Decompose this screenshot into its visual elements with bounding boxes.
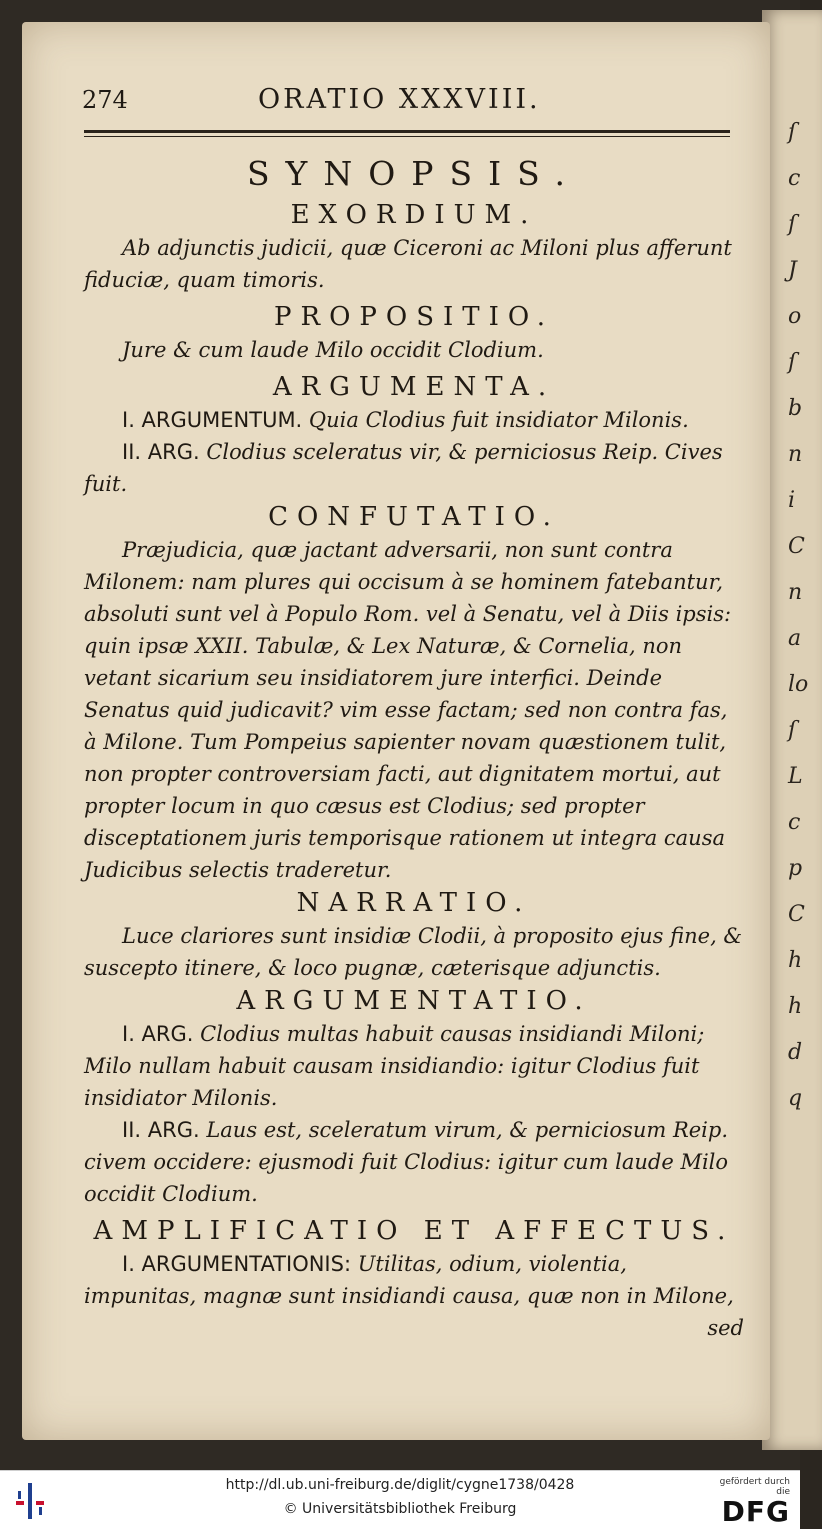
argumenta-arg2-text: Clodius sceleratus vir, & perniciosus Reip. Cives fuit. bbox=[84, 440, 723, 496]
synopsis-title: SYNOPSIS. bbox=[246, 154, 582, 193]
facing-page-letter: ſ bbox=[788, 718, 797, 743]
facing-page-letter: C bbox=[788, 534, 805, 559]
argumentatio-heading: ARGUMENTATIO. bbox=[236, 986, 592, 1016]
facing-page-letters bbox=[788, 110, 808, 1122]
amplificatio-heading: AMPLIFICATIO ET AFFECTUS. bbox=[93, 1216, 735, 1246]
argumentatio-arg2-lead: II. ARG. bbox=[122, 1118, 200, 1142]
facing-page-letter: c bbox=[788, 166, 801, 191]
page-header bbox=[82, 86, 742, 126]
propositio-text: Jure & cum laude Milo occidit Clodium. bbox=[122, 338, 544, 362]
facing-page-letter: o bbox=[788, 304, 802, 329]
header-rule-thin bbox=[84, 136, 730, 137]
argumenta-arg1-lead: I. ARGUMENTUM. bbox=[122, 408, 303, 432]
running-head: ORATIO XXXVIII. bbox=[258, 84, 541, 115]
facing-page-letter: L bbox=[788, 764, 803, 789]
viewer-footer bbox=[0, 1470, 800, 1529]
facing-page-edge bbox=[762, 10, 822, 1450]
facing-page-letter: p bbox=[788, 856, 803, 881]
facing-page-letter: i bbox=[788, 488, 796, 513]
copyright-notice: © Universitätsbibliothek Freiburg bbox=[283, 1501, 517, 1517]
facing-page-letter: a bbox=[788, 626, 802, 651]
facing-page-letter: J bbox=[788, 258, 797, 283]
argumenta-arg1 bbox=[84, 404, 744, 436]
argumentatio-arg1-lead: I. ARG. bbox=[122, 1022, 194, 1046]
argumenta-arg2-lead: II. ARG. bbox=[122, 440, 200, 464]
facing-page-letter: b bbox=[788, 396, 803, 421]
permalink-url[interactable]: http://dl.ub.uni-freiburg.de/diglit/cygne1738/0428 bbox=[225, 1477, 575, 1493]
facing-page-letter: d bbox=[788, 1040, 803, 1065]
page-number: 274 bbox=[82, 86, 128, 114]
facing-page-letter: n bbox=[788, 580, 803, 605]
narratio-heading: NARRATIO. bbox=[296, 888, 532, 918]
propositio-heading: PROPOSITIO. bbox=[274, 302, 554, 332]
argumentatio-arg1-text: Clodius multas habuit causas insidiandi Miloni; Milo nullam habuit causam insidiandio: igitur Clodius fuit insidiator Milonis. bbox=[84, 1022, 705, 1110]
argumenta-arg2 bbox=[84, 436, 744, 500]
argumentatio-arg1 bbox=[84, 1018, 744, 1114]
amplificatio-lead: I. ARGUMENTATIONIS: bbox=[122, 1252, 352, 1276]
facing-page-letter: c bbox=[788, 810, 801, 835]
facing-page-letter: ſ bbox=[788, 120, 797, 145]
argumentatio-arg2 bbox=[84, 1114, 744, 1210]
amplificatio-text bbox=[84, 1248, 744, 1312]
dfg-logo: DFG bbox=[721, 1495, 790, 1528]
argumenta-heading: ARGUMENTA. bbox=[272, 372, 556, 402]
dfg-funder bbox=[704, 1477, 790, 1527]
confutatio-text: Præjudicia, quæ jactant adversarii, non sunt contra Milonem: nam plures qui occisum à se hominem fatebantur, absoluti sunt vel à Populo Rom. vel à Senatu, vel à Diis ipsis: quin ipsæ XXII. Tabulæ, & Lex Naturæ, & Cornelia, non vetant sicarium seu insidiatorem jure interfici. Deinde Senatus quid judicavit? vim esse factam; sed non contra fas, à Milone. Tum Pompeius sapienter novam quæstionem tulit, non propter controversiam facti, aut dignitatem mortui, aut propter locum in quo cæsus est Clodius; sed propter disceptationem juris temporisque rationem ut integra causa Judicibus selectis traderetur. bbox=[84, 538, 732, 882]
page-text bbox=[84, 150, 744, 1344]
argumenta-arg1-text: Quia Clodius fuit insidiator Milonis. bbox=[308, 408, 689, 432]
exordium-text: Ab adjunctis judicii, quæ Ciceroni ac Miloni plus afferunt fiduciæ, quam timoris. bbox=[84, 236, 732, 292]
exordium-heading: EXORDIUM. bbox=[290, 200, 538, 230]
facing-page-letter: ſ bbox=[788, 350, 797, 375]
facing-page-letter: C bbox=[788, 902, 805, 927]
catchword: sed bbox=[707, 1316, 744, 1340]
facing-page-letter: ſ bbox=[788, 212, 797, 237]
header-rule bbox=[84, 130, 730, 133]
facing-page-letter: n bbox=[788, 442, 803, 467]
facing-page-letter: lo bbox=[788, 672, 809, 697]
facing-page-letter: h bbox=[788, 994, 803, 1019]
dfg-funded-by: gefördert durch die bbox=[719, 1477, 790, 1497]
amplificatio-body: Utilitas, odium, violentia, impunitas, magnæ sunt insidiandi causa, quæ non in Milone, bbox=[84, 1252, 734, 1308]
narratio-text: Luce clariores sunt insidiæ Clodii, à proposito ejus fine, & suscepto itinere, & loco pugnæ, cæterisque adjunctis. bbox=[84, 924, 743, 980]
confutatio-heading: CONFUTATIO. bbox=[268, 502, 560, 532]
facing-page-letter: q bbox=[788, 1086, 803, 1111]
facing-page-letter: h bbox=[788, 948, 803, 973]
argumentatio-arg2-text: Laus est, sceleratum virum, & perniciosum Reip. civem occidere: ejusmodi fuit Clodius: igitur cum laude Milo occidit Clodium. bbox=[84, 1118, 729, 1206]
